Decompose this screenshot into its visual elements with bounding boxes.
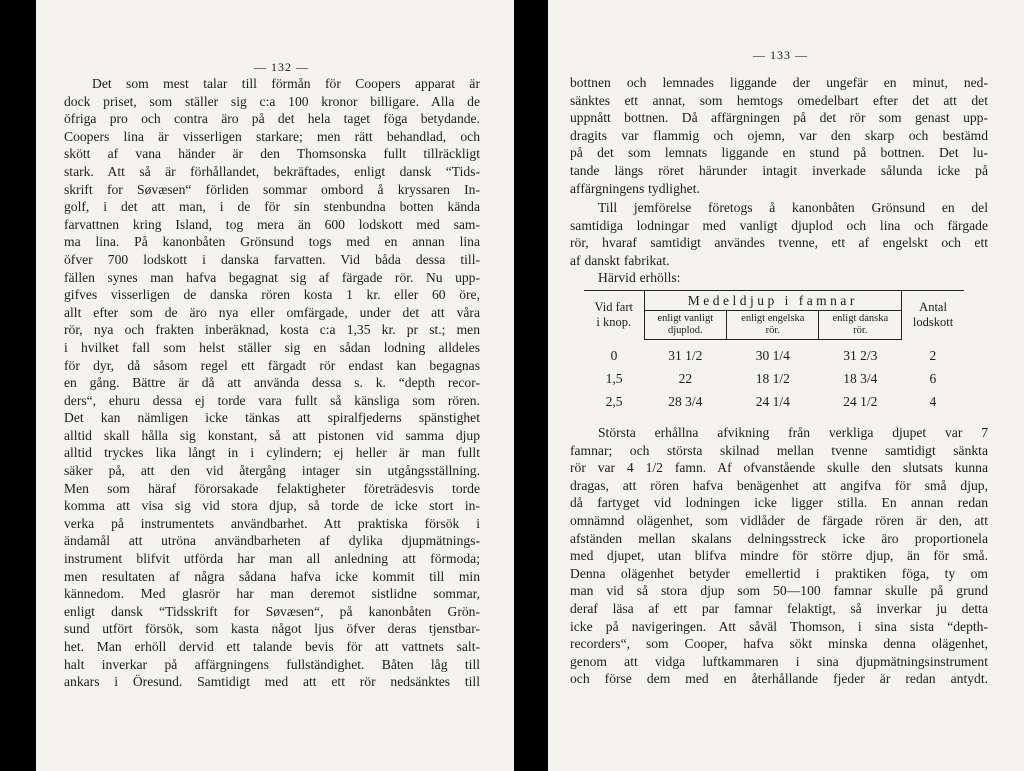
text-line: sänktes ett annat, som hemtogs omedelbart efter det att det: [570, 92, 988, 108]
text-line: affärgningens tydlighet.: [570, 180, 700, 196]
table-cell-english: 18 1/2: [755, 371, 790, 386]
table-cell-plain: 28 3/4: [668, 394, 703, 409]
text-line: en gång. Bättre är då att använda dessa s. k. “depth recor-: [64, 375, 480, 391]
text-line: Till jemförelse företogs å kanonbåten Grönsund en del: [598, 200, 988, 215]
table-cell-english: 24 1/4: [755, 394, 790, 409]
text-line: verka på instrumentets användbarhet. Att praktiska försök i: [64, 515, 480, 531]
table-cell-plain: 31 1/2: [668, 348, 703, 363]
text-line: då fartyget vid lodningen icke ligger stilla. En annan redan: [570, 495, 988, 511]
book-gutter: [514, 0, 548, 771]
text-line: kännedom. Med glasrör har man deremot sistlidne sommar,: [64, 586, 480, 602]
table-cell-plain: 22: [678, 371, 693, 386]
text-line: het. Man erhöll dervid ett talande bevis för att vattnets salt-: [64, 639, 480, 654]
text-line: allt efter som de äro nya eller omfärgade, under det att våra: [64, 304, 480, 320]
table-cell-count: 4: [929, 394, 937, 409]
text-line: famnar; och största skilnad mellan tvenne samtidigt sänkta: [570, 442, 988, 458]
right-page-paragraph-1: [570, 74, 988, 197]
table-row: [584, 367, 964, 390]
table-cell-speed: 1,5: [605, 371, 623, 386]
text-line: rör, hvaraf samtidigt användes tvenne, ett af engelskt och ett: [570, 235, 988, 251]
table-cell-danish: 18 3/4: [843, 371, 878, 386]
text-line: enligt dansk “Tidsskrift for Søvæsen“, på kanonbåten Grön-: [64, 603, 480, 619]
text-line: Det kan nämligen icke tänkas att spiralfjederns spänstighet: [64, 410, 480, 426]
text-line: omnämnd olägenhet, som vidlåder de färgade rören är den, att: [570, 512, 988, 528]
text-line: öfver 700 lodskott i danska farvatten. Vid båda dessa till-: [64, 251, 480, 267]
text-line: golf, i det att man, i de för sin stenbundna botten kända: [64, 199, 480, 215]
table-header-text: Vid fart: [594, 300, 633, 315]
text-line: på det som lemnats liggande en stund på bottnen. Det lu-: [570, 145, 988, 161]
table-header-text: djuplod.: [667, 325, 703, 336]
text-line: ma lina. På kanonbåten Grönsund togs med en annan lina: [64, 234, 480, 250]
page-number: — 132 —: [254, 60, 309, 74]
text-line: Det som mest talar till förmån för Coopers apparat är: [92, 76, 480, 91]
table-header-mean-depth: Medeldjup i famnar: [644, 291, 902, 311]
text-line: för dyr, då såsom regel ett färgadt rör endast kan begagnas: [64, 357, 480, 373]
table-subheader-danish-tubes: [819, 311, 902, 340]
table-cell-speed: 2,5: [605, 394, 623, 409]
text-line: skrift for Søvæsen“ förliden sommar ombord å kryssaren In-: [64, 181, 480, 197]
table-header-text: rör.: [853, 325, 868, 336]
text-line: rör var 4 1/2 famn. Af ofvanstående skulle den slutsats kunna: [570, 460, 988, 476]
text-line: rör, nya och frakten inberäknad, kosta c:a 1,35 kr. pr st.; men: [64, 322, 480, 338]
text-line: Denna olägenhet betyder emellertid i praktiken föga, ty om: [570, 565, 988, 581]
right-page-paragraph-2: [570, 199, 988, 287]
table-header-count: [902, 291, 964, 340]
table-header-text: enligt engelska: [741, 313, 805, 324]
text-line: stark. Att så är förhållandet, bekräftades, enligt dansk “Tids-: [64, 163, 480, 179]
text-line: komma att visa sig vid stora djup, så torde de icke stort in-: [64, 498, 480, 514]
text-line: sund utfört försök, som kasta något ljus öfver deras tjenstbar-: [64, 621, 480, 637]
text-line: farvattnen kring Island, tog mera än 600 lodskott med sam-: [64, 216, 480, 232]
table-cell-english: 30 1/4: [755, 348, 790, 363]
table-subheader-plain-lead: [644, 311, 727, 340]
text-line: genom att vidga luftkammaren i sina djupmätningsinstrument: [570, 653, 988, 669]
text-line: öfriga pro och contra äro på det hela taget föga betydande.: [64, 111, 480, 127]
table-header-speed: [584, 291, 644, 340]
text-line: instrument blifvit utförda har man all anledning att förmoda;: [64, 551, 480, 567]
text-line: Största erhållna afvikning från verkliga djupet var 7: [598, 425, 988, 440]
table-header-text: lodskott: [912, 315, 954, 330]
text-line: Härvid erhölls:: [598, 270, 681, 286]
text-line: samtidiga lodningar med vanligt djuplod och lina och färgade: [570, 217, 988, 233]
text-line: Men som häraf förorsakade felaktigheter företrädesvis torde: [64, 480, 480, 496]
text-line: af danskt fabrikat.: [570, 252, 670, 268]
text-line: recorders“, som Cooper, hafva sökt minska denna olägenhet,: [570, 636, 988, 652]
text-line: ders“, ehuru dessa ej torde vara fullt så känsliga som rören.: [64, 392, 480, 408]
table-header-text: i knop.: [596, 315, 632, 330]
left-page: [36, 0, 514, 771]
text-line: alltid skall hålla sig konstant, så att pistonen vid samma djup: [64, 427, 480, 443]
text-line: med djupet, utan blifva mindre för större djup, än för små.: [570, 548, 988, 564]
depth-comparison-table: [584, 290, 964, 413]
text-line: dragits var flammig och ojemn, var den skarp och bestämd: [570, 127, 988, 143]
depth-comparison-table-wrap: [584, 290, 964, 413]
text-line: afständen mellan skalans delningsstreck icke äro proportionela: [570, 530, 988, 546]
table-subheader-english-tubes: [727, 311, 819, 340]
table-row: [584, 390, 964, 413]
right-page-paragraph-3: [570, 424, 988, 688]
text-line: tande längs röret härunder intagit inverkade sålunda icke på: [570, 162, 988, 178]
table-cell-speed: 0: [610, 347, 618, 363]
right-page: [548, 0, 1024, 771]
text-line: i hvilket fall som helst ställer sig en sådan lodning alldeles: [64, 339, 480, 355]
text-line: alltid tryckes lika långt in i cylindern; ej heller är man fullt: [64, 445, 480, 461]
text-line: deraf läsa af ett par famnar felaktigt, så inverkar ju detta: [570, 600, 988, 616]
text-line: halt inverkar på affärgningens fullständighet. Båten låg till: [64, 656, 480, 672]
page-number: — 133 —: [753, 48, 808, 62]
text-line: men resultaten af några sådana hafva icke kommit till min: [64, 568, 480, 584]
text-line: säker på, att den vid återgång intager sin utgångsställning.: [64, 463, 480, 479]
text-line: Coopers lina är visserligen starkare; men rätt behandlad, och: [64, 128, 480, 144]
text-line: och förse dem med en återhållande fjeder är redan antydt.: [570, 671, 988, 687]
text-line: ändamål att utröna användbarheten af dylika djupmätnings-: [64, 533, 480, 549]
text-line: fällen synes man hafva begagnat sig af färgade rör. Nu upp-: [64, 269, 480, 285]
table-cell-danish: 24 1/2: [843, 394, 878, 409]
text-line: gifves visserligen de danska rören kosta 1 kr. eller 60 öre,: [64, 287, 480, 303]
table-header-text: enligt danska: [832, 313, 889, 324]
table-header-text: enligt vanligt: [657, 313, 714, 324]
table-header-text: Antal: [919, 300, 947, 315]
text-line: ankars i Öresund. Samtidigt med att ett rör nedsänktes till: [64, 674, 480, 690]
table-row: [584, 340, 964, 368]
table-cell-count: 6: [929, 371, 937, 386]
table-header-text: rör.: [765, 325, 780, 336]
text-line: dragas, att rören hafva benägenhet att angifva för små djup,: [570, 477, 988, 493]
table-cell-count: 2: [929, 347, 937, 363]
text-line: bottnen och lemnades liggande der ungefär en minut, ned-: [570, 75, 988, 90]
text-line: skött af vana händer är den Thomsonska fullt tillräckligt: [64, 146, 480, 162]
text-line: man vid så stora djup som 50—100 famnar skulle på grund: [570, 583, 988, 599]
text-line: uppnått bottnen. Då affärgningen på det rör som genast upp-: [570, 110, 988, 126]
text-line: icke på navigeringen. Att såväl Thomson, i sina sista “depth-: [570, 618, 988, 634]
table-cell-danish: 31 2/3: [843, 348, 878, 363]
left-page-body: [64, 75, 480, 691]
text-line: dock priset, som ställer sig c:a 100 kronor billigare. Alla de: [64, 93, 480, 109]
